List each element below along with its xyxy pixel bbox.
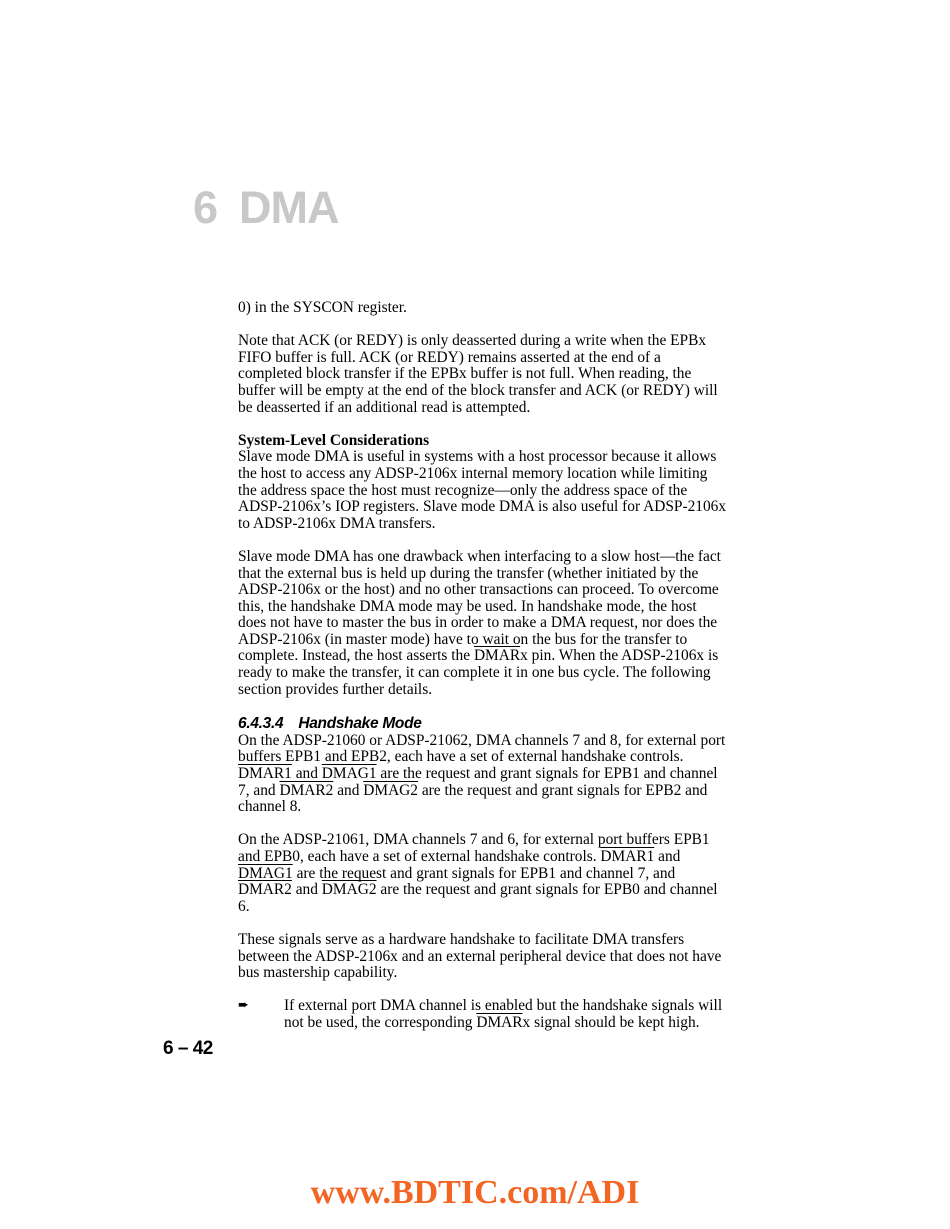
chapter-number: 6: [193, 182, 218, 233]
text-run: are the request and grant signals for EPB0 and channel 6.: [238, 881, 718, 915]
text-run: x signal should be kept high.: [522, 1013, 700, 1031]
text-run: If external port DMA channel is enabled but the handshake signals will not be used, the corresponding: [284, 997, 723, 1031]
text-run: Slave mode DMA has one drawback when interfacing to a slow host—the fact that the external bus is held up during the transfer (whether initiated by the ADSP-2106x or the host) and no other transactions can proceed. To overcome this, the handshake DMA mode may be used. In handshake mode, the host does not have to master the bus in order to make a DMA request, nor does the ADSP-2106x (in master mode) have to wait on the bus for the transfer to complete. Instead, the host asserts the: [238, 547, 721, 665]
paragraph-handshake-21061: [238, 832, 728, 915]
signal-dmar1: DMAR1: [600, 848, 655, 865]
signal-dmar2: DMAR2: [279, 781, 334, 799]
text-run: are the request and grant signals for EPB1 and channel 7, and: [292, 864, 676, 882]
text-run: are the request and grant signals for EPB2 and channel 8.: [238, 781, 708, 816]
note: [238, 998, 728, 1031]
signal-dmag2: DMAG2: [363, 781, 418, 799]
text-run: and: [654, 848, 681, 865]
text-run: On the ADSP-21061, DMA channels 7 and 6, for external port buffers EPB1 and EPB0, each have a set of external handshake controls.: [238, 831, 710, 865]
page-number: 6 – 42: [163, 1038, 213, 1059]
signal-dmar: DMAR: [473, 647, 521, 665]
chapter-heading: [193, 180, 339, 235]
signal-dmar2: DMAR2: [238, 881, 292, 899]
section-heading: [238, 715, 728, 733]
text-run: and: [333, 781, 364, 799]
signal-dmag1: DMAG1: [321, 765, 377, 783]
arrow-note-icon: ➨: [238, 998, 249, 1014]
watermark-link[interactable]: www.BDTIC.com/ADI: [310, 1174, 640, 1211]
section-number: 6.4.3.4: [238, 714, 284, 732]
chapter-title: DMA: [239, 182, 339, 233]
text-run: are the request and grant signals for EPB1 and channel 7, and: [238, 765, 718, 799]
paragraph-system-level: [238, 433, 728, 533]
text-run: and: [291, 765, 322, 783]
paragraph-ack-redy: Note that ACK (or REDY) is only deasserted during a write when the EPBx FIFO buffer is full. ACK (or REDY) remains asserted at the end of a completed block transfer if the EPBx buffer is not full. When reading, the buffer will be empty at the end of the block transfer and ACK (or REDY) will be deasserted if an additional read is attempted.: [238, 332, 718, 416]
signal-dmag2: DMAG2: [321, 881, 377, 899]
section-title: Handshake Mode: [298, 714, 422, 732]
paragraph-slave-mode-text: Slave mode DMA is useful in systems with a host processor because it allows the host to access any ADSP-2106x internal memory location while limiting the address space the host must recognize—only the address space of the ADSP-2106x’s IOP registers. Slave mode DMA is also useful for ADSP-2106x to ADSP-2106x DMA transfers.: [238, 448, 727, 532]
signal-dmar: DMAR: [476, 1013, 523, 1031]
paragraph-hardware-handshake: These signals serve as a hardware handshake to facilitate DMA transfers between the ADSP-2106x and an external peripheral device that does not have bus mastership capability.: [238, 930, 722, 982]
paragraph-slave-drawback: [238, 549, 728, 698]
paragraph-syscon: 0) in the SYSCON register.: [238, 299, 407, 316]
subheading-system-level: System-Level Considerations: [238, 431, 430, 449]
text-run: On the ADSP-21060 or ADSP-21062, DMA channels 7 and 8, for external port buffers EPB1 and EPB2, each have a set of external handshake controls.: [238, 731, 726, 766]
paragraph-handshake-21060: [238, 733, 728, 816]
signal-dmag1: DMAG1: [238, 864, 293, 882]
page-body: [238, 300, 728, 1048]
signal-dmar1: DMAR1: [238, 765, 292, 783]
text-run: and: [291, 881, 322, 899]
text-run: x pin. When the ADSP-2106x is ready to make the transfer, it can complete it in one bus cycle. The following section provides further details.: [238, 647, 719, 698]
